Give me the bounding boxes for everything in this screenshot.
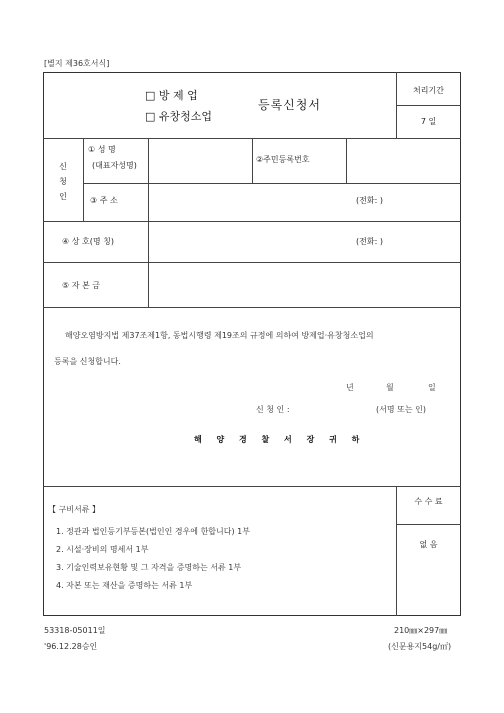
- divider: [43, 262, 461, 263]
- divider: [346, 138, 347, 183]
- document-item-4: 4. 자본 또는 재산을 증명하는 서류 1부: [56, 581, 193, 590]
- resident-number-label: ②주민등록번호: [256, 155, 310, 164]
- capital-field[interactable]: [150, 264, 458, 305]
- type-option-bangje[interactable]: □ 방 제 업: [145, 89, 198, 102]
- address-field[interactable]: [150, 185, 350, 219]
- document-item-3: 3. 기술인력보유현황 및 그 자격을 증명하는 서류 1부: [56, 563, 242, 572]
- resident-number-field[interactable]: [348, 140, 458, 181]
- applicant-signature-label: 신 청 인 :: [256, 405, 290, 414]
- address-label: ③ 주 소: [90, 196, 118, 205]
- trade-name-field[interactable]: [150, 223, 350, 260]
- processing-period-label: 처리기간: [413, 86, 444, 95]
- signature-note: (서명 또는 인): [376, 405, 426, 414]
- divider: [43, 486, 461, 487]
- paper-type: (신문용지54g/㎡): [388, 642, 452, 651]
- date-year: 년: [346, 383, 354, 392]
- divider: [252, 138, 253, 183]
- document-item-1: 1. 정관과 법인등기부등본(법인인 경우에 한합니다) 1부: [56, 527, 250, 536]
- address-phone[interactable]: (전화: ): [356, 196, 383, 205]
- divider: [43, 307, 461, 308]
- divider: [396, 72, 397, 138]
- divider: [83, 138, 84, 221]
- name-sub-label: (대표자성명): [92, 161, 137, 170]
- divider: [396, 524, 461, 525]
- approval-date: '96.12.28승인: [44, 642, 98, 651]
- addressee: 해 양 경 찰 서 장 귀 하: [194, 435, 366, 444]
- divider: [83, 183, 461, 184]
- applicant-group-label-3: 인: [59, 192, 67, 201]
- divider: [148, 138, 149, 307]
- trade-name-label: ④ 상 호(명 칭): [62, 237, 114, 246]
- declaration-line-1: 해양오염방지법 제37조제1항, 동법시행령 제19조의 규정에 의하여 방제업·유창청소업의: [65, 331, 374, 340]
- date-month: 월: [386, 383, 394, 392]
- date-day: 일: [428, 383, 436, 392]
- required-documents-header: 【 구비서류 】: [48, 505, 100, 514]
- form-number: [별지 제36호서식]: [44, 59, 110, 68]
- fee-label: 수 수 료: [414, 497, 443, 506]
- name-label: ① 성 명: [88, 145, 116, 154]
- capital-label: ⑤ 자 본 금: [62, 281, 100, 290]
- trade-name-phone[interactable]: (전화: ): [356, 237, 383, 246]
- divider: [396, 105, 461, 106]
- divider: [43, 221, 461, 222]
- applicant-group-label-1: 신: [59, 162, 67, 171]
- form-title: 등록신청서: [258, 98, 321, 112]
- paper-size: 210㎜×297㎜: [394, 626, 448, 635]
- processing-period-value: 7 일: [420, 117, 437, 126]
- fee-value: 없 음: [419, 540, 438, 549]
- form-code: 53318-05011일: [44, 626, 106, 635]
- declaration-line-2: 등록을 신청합니다.: [54, 357, 121, 366]
- type-option-yuchang[interactable]: □ 유창청소업: [145, 110, 213, 123]
- name-field[interactable]: [150, 140, 250, 181]
- document-item-2: 2. 시설·장비의 명세서 1부: [56, 545, 149, 554]
- applicant-group-label-2: 청: [59, 177, 67, 186]
